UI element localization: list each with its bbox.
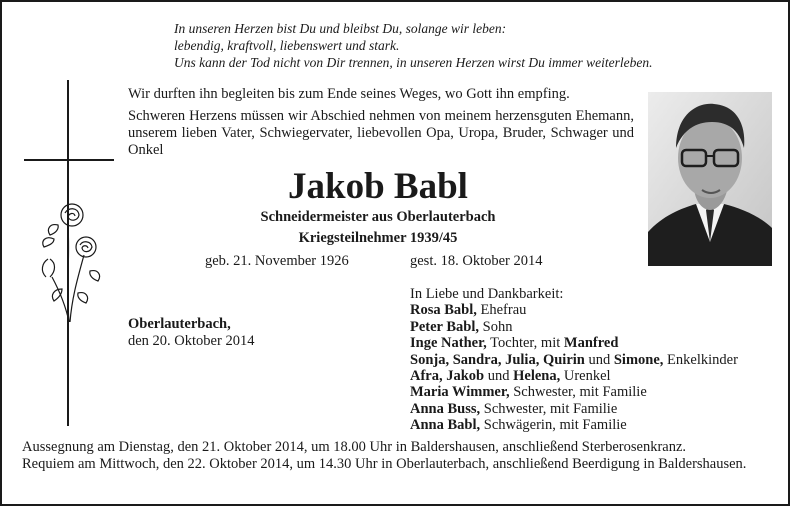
- intro-paragraph: Schweren Herzens müssen wir Abschied nehmen von meinem herzensguten Ehemann, unserem lieben Vater, Schwiegervater, liebevollen Opa, Uropa, Bruder, Schwager und Onkel: [128, 108, 634, 158]
- mourner-relation: Urenkel: [560, 368, 611, 385]
- service-paragraph: Aussegnung am Dienstag, den 21. Oktober 2014, um 18.00 Uhr in Baldershausen, anschließend Sterberosenkranz.: [22, 439, 687, 455]
- mourner-relation: Tochter, mit: [486, 335, 564, 352]
- mourner-name: Manfred: [563, 335, 619, 352]
- mourners-heading: In Liebe und Dankbarkeit:: [410, 286, 564, 302]
- mourner-relation: Schwester, mit Familie: [509, 384, 647, 401]
- intro-paragraph: Wir durften ihn begleiten bis zum Ende seines Weges, wo Gott ihn empfing.: [128, 86, 570, 102]
- portrait-photo: [648, 92, 772, 266]
- birth-date: geb. 21. November 1926: [205, 253, 349, 269]
- mourner-relation: und: [584, 351, 614, 368]
- cross-bar: [24, 159, 114, 161]
- mourner-line: [410, 319, 738, 335]
- place-date: den 20. Oktober 2014: [128, 333, 255, 349]
- mourner-name: Anna Babl,: [410, 417, 481, 434]
- place-and-date: [128, 316, 254, 350]
- mourner-relation: Enkelkinder: [663, 351, 738, 368]
- deceased-note: Kriegsteilnehmer 1939/45: [298, 230, 458, 246]
- mourner-name: Rosa Babl,: [410, 302, 477, 319]
- mourner-line: [410, 401, 738, 417]
- death-date: gest. 18. Oktober 2014: [410, 253, 543, 269]
- memorial-poem: [174, 20, 774, 71]
- mourner-line: [410, 302, 738, 318]
- mourner-name: Afra, Jakob: [410, 368, 485, 385]
- place-town: Oberlauterbach,: [128, 316, 231, 332]
- mourner-name: Maria Wimmer,: [410, 384, 510, 401]
- deceased-name: Jakob Babl: [288, 166, 468, 207]
- service-info: [22, 439, 772, 473]
- service-paragraph: Requiem am Mittwoch, den 22. Oktober 2014, um 14.30 Uhr in Oberlauterbach, anschließend Beerdigung in Baldershausen.: [22, 456, 747, 472]
- mourner-name: Sonja, Sandra, Julia, Quirin: [410, 351, 585, 368]
- mourners-list: [410, 286, 738, 434]
- mourner-relation: und: [484, 368, 514, 385]
- mourner-line: [410, 352, 738, 368]
- mourner-line: [410, 417, 738, 433]
- mourner-name: Helena,: [513, 368, 561, 385]
- roses-icon: [32, 197, 112, 327]
- poem-line: lebendig, kraftvoll, liebenswert und stark.: [174, 38, 400, 53]
- poem-line: Uns kann der Tod nicht von Dir trennen, in unseren Herzen wirst Du immer weiterleben.: [174, 55, 653, 70]
- mourner-relation: Ehefrau: [476, 302, 527, 319]
- mourner-name: Peter Babl,: [410, 318, 479, 335]
- mourner-line: [410, 384, 738, 400]
- mourner-relation: Sohn: [479, 318, 513, 335]
- mourner-line: [410, 368, 738, 384]
- mourner-line: [410, 335, 738, 351]
- mourner-relation: Schwägerin, mit Familie: [480, 417, 627, 434]
- mourner-name: Simone,: [613, 351, 664, 368]
- mourner-relation: Schwester, mit Familie: [480, 400, 618, 417]
- intro-text: [128, 86, 634, 164]
- poem-line: In unseren Herzen bist Du und bleibst Du, solange wir leben:: [174, 21, 507, 36]
- deceased-occupation: Schneidermeister aus Oberlauterbach: [260, 209, 496, 225]
- mourner-name: Anna Buss,: [410, 400, 481, 417]
- mourner-name: Inge Nather,: [410, 335, 487, 352]
